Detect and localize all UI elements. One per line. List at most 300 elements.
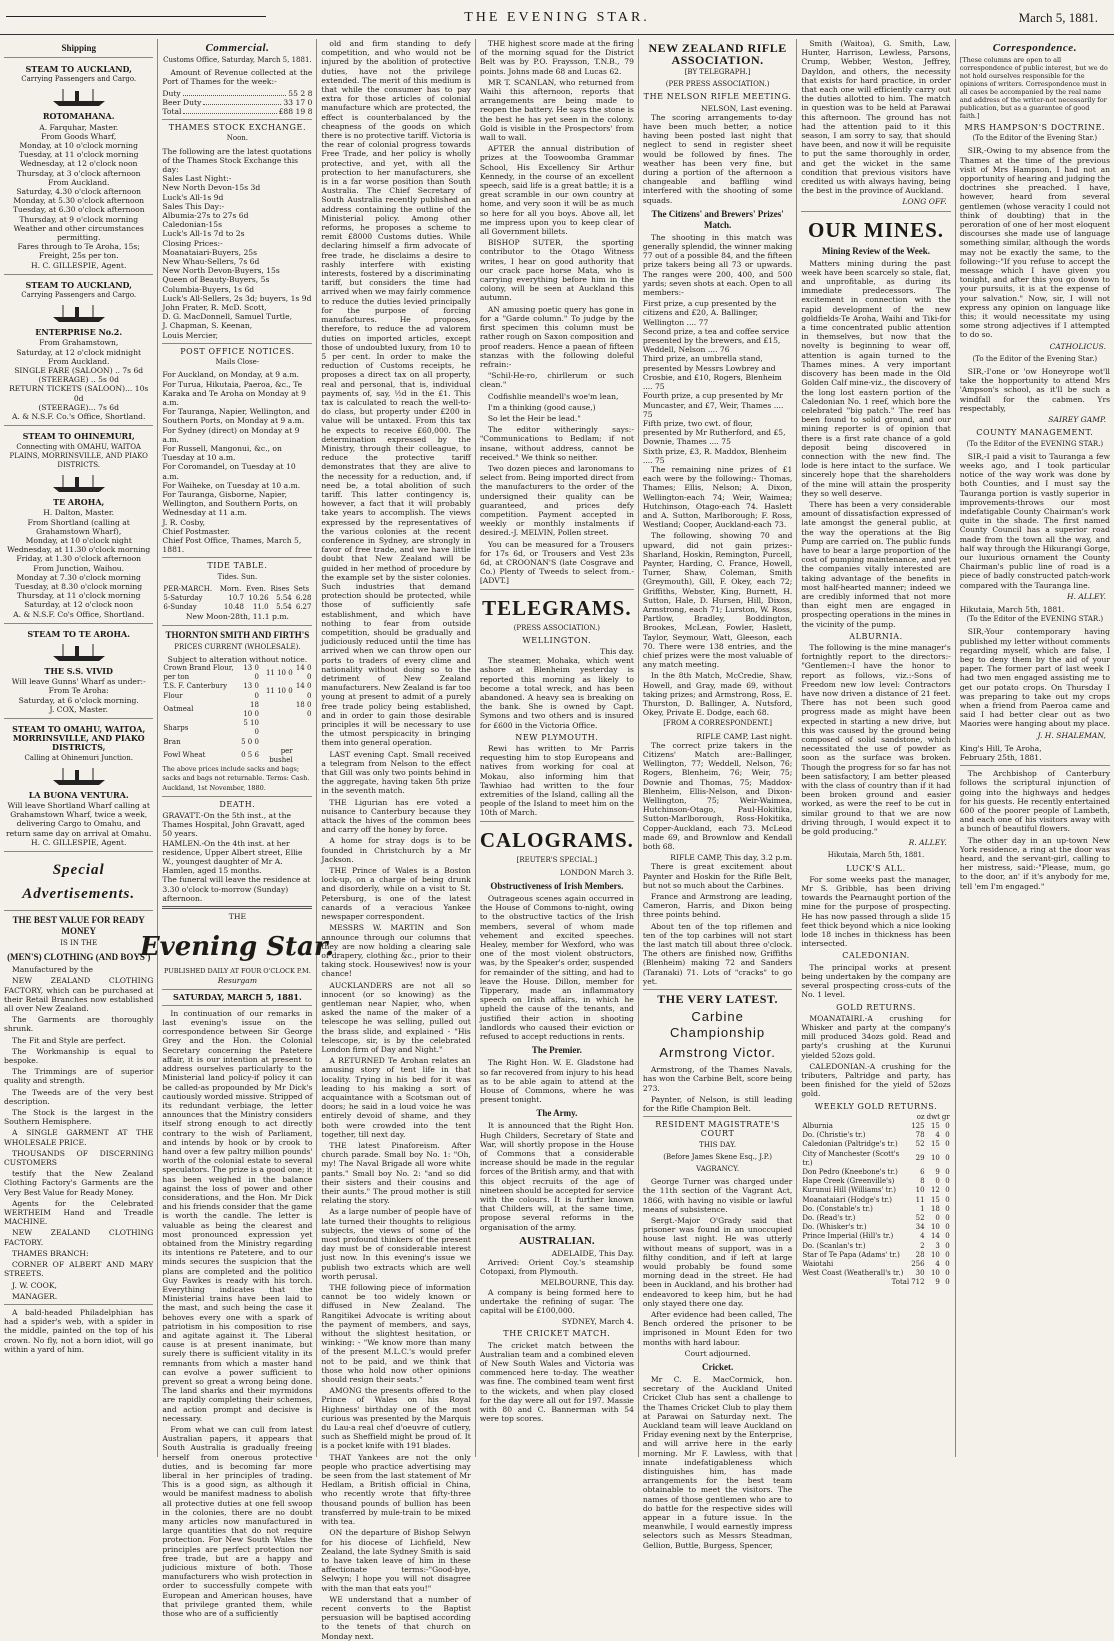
column-1 <box>0 39 158 1457</box>
stock-line: The following are the latest quotations of the Thames Stock Exchange this day: <box>162 146 312 175</box>
news-paragraph: LAST evening Capt. Small received a telegram from Nelson to the effect that Gill was only two points behind in the aggregate, having taken 5th prize in the seventh match. <box>321 749 471 796</box>
irish-members-heading: Obstructiveness of Irish Members. <box>490 881 624 892</box>
shipping-ad-sub: Calling at Ohinemuri Junction. <box>24 753 133 762</box>
death-notice: The funeral will leave the residence at 3.30 o'clock to-morrow (Sunday) afternoon. <box>162 875 311 903</box>
leader-dots <box>183 107 276 114</box>
gold-row <box>801 1214 950 1223</box>
wellington-dateline: WELLINGTON. <box>522 635 592 645</box>
gold-cell: 0 <box>945 1121 950 1130</box>
alburnia-heading: ALBURNIA. <box>849 631 903 641</box>
price-cell: 13 0 0 <box>243 663 259 682</box>
cricket-heading: Cricket. <box>701 1361 734 1372</box>
post-sub: Mails Close- <box>215 358 260 367</box>
clothing-ad-line: NEW ZEALAND CLOTHING FACTORY. <box>4 1228 154 1247</box>
shipping-ad-line: From Te Aroha: <box>48 686 109 696</box>
clothing-ad-line: The Fit and Style are perfect. <box>12 1035 126 1045</box>
shipping-ad-title: STEAM TO TE AROHA. <box>27 628 130 639</box>
customs-value: 33 17 0 <box>283 97 313 107</box>
letter-1-to: (To the Editor of the Evening Star.) <box>972 134 1098 143</box>
death-title: DEATH. <box>219 799 256 809</box>
customs-row <box>162 98 312 107</box>
shipping-ad-sub: Carrying Passengers and Cargo. <box>21 75 137 84</box>
archbishop-item: The Archbishop of Canterbury follows the scriptural injunction of going into the highways and hedges for his guests. He recently entertained 600 of the poorer people of Lambeth, and each one of his visitors away with a bunch of beautiful flowers. <box>959 769 1110 834</box>
shipping-ad-title: STEAM TO OHINEMURI, <box>22 431 135 442</box>
svg-text:Evening Star.: Evening Star. <box>140 932 335 963</box>
prize-line: Second prize, a tea and coffee service presented by the brewers, and £15, Weddell, Nelson .... 76 <box>642 326 790 355</box>
rifle-para-2: The shooting in this match was generally splendid, the winner making 77 out of a possible 84, and the fifteen prize takers being all 73 or upwards. The ranges were 200, 400, and 500 yards; seven shots at each. Open to all members:- <box>642 232 793 298</box>
gold-cell: 10 <box>930 1154 940 1163</box>
tide-row <box>162 603 312 612</box>
shipping-ad-line: Will leave Shortland Wharf calling at Grahamstown Wharf, twice a week, delivering Cargo to Omahu, and return same day on arrival at Omahu. <box>5 800 152 838</box>
stock-line: Albumia-27s to 27s 6d <box>162 211 249 221</box>
gold-cell: 4 <box>920 1232 925 1241</box>
court-adjourned: Court adjourned. <box>684 1348 751 1358</box>
letter-3-body: SIR,-I paid a visit to Tauranga a few weeks ago, and I took particular notice of the way work was done by both Counties, and I must say the Tauranga portion is vastly superior in improvements-throws our most indefatigable County Chairman's work quite in the shade. The first named County Council has a superior road made from the town all the way, and half way through the Hikurangi Gorge, our luxurious ornament the County Chairman's public line of road is a piece of badly constructed patch-work compared with the Tauranga line. <box>959 451 1110 590</box>
telegrams-heading: TELEGRAMS. <box>482 595 632 620</box>
letter-1-title: MRS HAMPSON'S DOCTRINE. <box>964 123 1106 132</box>
local-paragraph: You can be measured for a Trousers for 17s 6d, or Trousers and Vest 23s 6d, at CROONAN'S (late Cosgrave and Co.) Plenty of Tweeds to select from.-[ADVT.] <box>479 539 634 586</box>
post-office-title: POST OFFICE NOTICES. <box>180 346 295 356</box>
gold-cell: Hape Creek (Greenville's) <box>802 1177 895 1186</box>
armstrong-victor-heading: Armstrong Victor. <box>659 1045 776 1061</box>
gold-cell: 10 <box>915 1186 925 1195</box>
post-line: For Tauranga, Gisborne, Napier, Wellington, and Southern Ports, on Wednesday at 11 a.m. <box>162 489 298 518</box>
clothing-ad-line: NEW ZEALAND CLOTHING FACTORY, which can be purchased at their Retail Branches now established all over New Zealand. <box>4 976 154 1014</box>
gold-cell: 0 <box>945 1186 950 1195</box>
clothing-ad-line: J. W. COOK, <box>12 1280 57 1290</box>
customs-sub: Customs Office, Saturday, March 5, 1881. <box>163 56 312 64</box>
stock-line: Luck's All-Sellers, 2s 3d; buyers, 1s 9d <box>162 293 312 303</box>
by-telegraph: [BY TELEGRAPH.] <box>684 68 751 76</box>
gold-head <box>801 1113 950 1122</box>
shipping-ad-line: From Auckland. <box>47 356 110 366</box>
shipping-ad-line: Saturday, at 12 o'clock noon <box>24 600 134 610</box>
leader-dots <box>183 89 287 96</box>
clothing-ad-line: The Workmanship is equal to bespoke. <box>4 1046 154 1066</box>
post-line: For Sydney (direct) on Monday at 9 a.m. <box>162 425 300 444</box>
court-para-1: George Turner was charged under the 11th section of the Vagrant Act, 1866, with having no visible or lawful means of subsistence. <box>642 1177 793 1214</box>
rifle-para-4: The following, showing 70 and upward, did not gain prizes:- Sharland, Hoskin, Remington, Purcell, Paynter, Harding, C. France, Howell, Turner, Shaw, Coleman, Smith (Greymouth), Gill, F. Okey, each 72; Griffiths, Webster, King, Burnett, H. Sutton, Hale, D. Hursen, Hill, Dixon, Armstrong, each 71; Lurston, W. Ross, Partlow, Bradley, Boddington, Brookes, McLean, Fowler, Haslett, Taylor, Seymour, Watt, Gleeson, each 70. There were 138 entries, and the chief prizes were the most valuable of any match meeting. <box>642 531 793 670</box>
shipping-ad-line: Saturday, at 6 o'clock morning. <box>18 695 139 705</box>
gold-head-blank <box>801 1113 910 1122</box>
price-row <box>162 682 312 700</box>
servant-girl-item: The other day in an up-town New York residence, a ring at the door was heard, and the servant-girl, calling to her mistress, said:-"Please, mum, go to the door, an' if it's anybody for me, tell 'em I'm engaged." <box>959 835 1110 891</box>
mining-review-heading: Mining Review of the Week. <box>821 245 931 256</box>
paper-title: THE EVENING STAR. <box>464 10 650 25</box>
shipping-ad-line: RETURN TICKETS (SALOON)... 10s 0d <box>9 384 149 403</box>
gold-cell: 0 <box>935 1213 940 1222</box>
shipping-ads <box>4 61 153 852</box>
price-cell: 14 0 0 <box>295 663 312 682</box>
death-notice: GRAVATT.-On the 5th inst., at the Thames Hospital, John Gravatt, aged 50 years. <box>162 811 305 839</box>
gold-cell: 52 <box>915 1140 925 1149</box>
masthead-date: SATURDAY, MARCH 5, 1881. <box>173 991 302 1002</box>
price-cell: 14 0 0 <box>295 682 312 700</box>
rifle-para-5: In the 8th Match, McCredie, Shaw, Howell, and Gray, made 69, without taking prizes; and Armstrong, Ross, E. Thurston, D. Ballinger, A. Nutsford, Okey, Private E. Dodge, each 68. <box>642 671 793 718</box>
post-line: Chief Postmaster. <box>162 526 230 536</box>
gold-cell: 28 <box>915 1250 925 1259</box>
customs-intro: Amount of Revenue collected at the Port of Thames for the week:- <box>162 68 313 87</box>
cricket-match-heading: THE CRICKET MATCH. <box>503 1329 611 1339</box>
gold-cell: 15 <box>930 1195 940 1204</box>
clothing-ad-line: CORNER OF ALBERT AND MARY STREETS. <box>4 1260 154 1279</box>
masthead-the: THE <box>228 912 247 922</box>
gold-cell: 15 <box>930 1121 940 1130</box>
special-ads-heading: Special Advertisements. <box>22 862 136 902</box>
tide-cell: 5.54 <box>276 603 292 612</box>
clothing-ad-line: Agents for the Celebrated WERTHEIM Hand and Treadle MACHINE. <box>4 1198 154 1227</box>
clothing-ad-line: The Garments are thoroughly shrunk. <box>4 1015 154 1034</box>
gold-cell: Star of Te Papa (Adams' tr.) <box>802 1250 900 1259</box>
mohaka-wreck-item: The steamer, Mohaka, which went ashore at Blenheim yesterday is reported this morning as likely to become a total wreck, and has been abandoned. A heavy sea is breaking on the bank. She is owned by Capt. Symons and two others and is insured for £600 in the Victoria Office. <box>479 656 634 730</box>
letter-4-signature: J. H. SHALEMAN, <box>1037 730 1106 740</box>
gold-row <box>801 1205 950 1214</box>
gold-cell: 0 <box>945 1154 950 1163</box>
shipping-ad-line: From Grahamstown, <box>39 338 119 348</box>
shipping-ad-line: Wednesday, at 11.30 o'clock morning <box>7 545 151 555</box>
steamship-icon <box>49 766 109 788</box>
premier-item: The Right Hon. W. E. Gladstone had so far recovered from injury to his head as to be able again to attend at the House of Commons, where he was present tonight. <box>479 1058 634 1105</box>
masthead-publish-note: PUBLISHED DAILY AT FOUR O'CLOCK P.M. <box>164 967 311 976</box>
gold-row <box>801 1140 950 1149</box>
price-cell <box>294 738 313 747</box>
customs-label: Duty <box>162 88 181 98</box>
gold-cell: 10 <box>930 1269 940 1278</box>
rifle-para-6: The correct prize takers in the Citizens' Match are:-Ballinger, Wellington, 77; Weddell, Nelson, 76; Rogers, Blenheim, 76; Weir, 75; Downie and Thomas, 75; Maddox-Blenheim, Ellis-Nelson, and Dixon-Wellington, 75; Weir-Waimea, Hutchinson-Otago, Paul-Hokitika, Sutton-Marlborough, Ross-Hokitika, Copper-Auckland, each 73. McLeod made 69, and Brownlow and Kendall both 68. <box>642 740 793 852</box>
gold-returns-table <box>801 1113 950 1288</box>
gold-cell: 0 <box>945 1241 950 1250</box>
price-row <box>162 701 312 719</box>
rifle-camp-dateline-2: RIFLE CAMP, This day, 3.2 p.m. <box>670 853 793 863</box>
stock-line: New North Devon-15s 3d <box>162 183 261 193</box>
letter-3-place: Hikutaia, March 5th, 1881. <box>959 604 1065 614</box>
nelson-meeting-title: THE NELSON RIFLE MEETING. <box>643 92 792 102</box>
price-cell: 18 0 0 <box>295 700 312 718</box>
gold-row <box>801 1269 950 1278</box>
prize-line: Sixth prize, £3, R. Maddox, Blenheim .... 75 <box>642 446 787 465</box>
gold-cell: West Coast (Weatherall's tr.) <box>802 1269 904 1278</box>
gold-cell: 34 <box>915 1223 925 1232</box>
rifle-para-9: About ten of the top riflemen and ten of the top carbines will not start the last match till about three o'clock. The others are finished now, Griffiths (Blenheim) making 72 and Sanders (Taranaki) 71. Lots of "cracks" to go yet. <box>642 921 793 986</box>
gold-cell: 256 <box>911 1259 925 1268</box>
spider-paragraph: A bald-headed Philadelphian has had a spider's web, with a spider in the middle, painted on the top of his crown. No fly, not a born idiot, will go within a yard of him. <box>4 1307 154 1354</box>
prize-line: Third prize, an umbrella stand, presented by Messrs Lowbrey and Crosbie, and £10, Rogers, Blenheim .... 75 <box>642 354 782 392</box>
local-paragraph: THE highest score made at the firing of the morning squad for the District Belt was by P.O. Fraysson, T.N.B., 79 points. Johns made 68 and Lucas 62. <box>479 39 634 76</box>
army-heading: The Army. <box>536 1108 578 1119</box>
calograms-heading: CALOGRAMS. <box>479 827 634 852</box>
tide-cell: 10.7 <box>228 593 244 602</box>
prize-line: Fifth prize, two cwt. of flour, presented by Mr Rutherford, and £5, Downie, Thames .... 75 <box>642 418 786 447</box>
shipping-ad-line: H. Dalton, Master. <box>43 508 115 518</box>
shipping-ad-line: (STEERAGE)... 7s 6d <box>38 402 119 412</box>
rifle-camp-dateline: RIFLE CAMP, Last night. <box>696 731 793 741</box>
column-6 <box>797 39 955 1457</box>
local-paragraph: I'm a thinking (good cause,) <box>487 402 596 412</box>
shipping-ad-line: Tuesday, at 6.30 o'clock afternoon <box>12 205 145 215</box>
gold-cell: 125 <box>911 1121 925 1130</box>
shipping-ad-line: From Shortland (calling at Grahamstown Wharf), <box>27 517 130 536</box>
gold-cell: 0 <box>945 1223 950 1232</box>
shipping-ad <box>4 721 153 852</box>
gold-cell: 0 <box>945 1269 950 1278</box>
price-cell: 5 10 0 <box>243 719 259 737</box>
post-line: Chief Post Office, Thames, March 5, 1881. <box>162 535 302 555</box>
gold-cell: Moanataiari (Hodge's tr.) <box>802 1195 892 1204</box>
letter-3-title: COUNTY MANAGEMENT. <box>976 428 1094 438</box>
leader-paragraph-1: In continuation of our remarks in last evening's issue on the correspondence between Sir George Grey and the Hon. the Colonial Secretary concerning the Patetere affair, it is our intention at present to address ourselves particularly to the Ministerial land policy-if policy it can be called-as propounded by Mr Dick's cautiously worded missive. Stripped of its redundant verbiage, the letter announces that the Ministry considers itself strong enough to act directly contrary to the wish of Parliament, and intends by hook or by crook to hand over a few paltry million pounds' worth of the colonial estate to several speculators. The prize is a good one; it has been weighed in the balance against the loss of power and other considerations, and the Hon. Mr Dick and his friends consider that the game is worth the candle. The letter is valuable as being the clearest and most pronounced expression yet obtained from the Ministry regarding its intentions re Patetere, and to our minds secures the suspicion that the plans are completed and the politico Guy Fawkes is ready with his torch. Everything indicates that the Ministerial trains have been laid to the mast, and such being the case it behoves every one with a spark of patriotism in his composition to rise and agitate against it. The Liberal cause is at present inanimate, but surely there is sufficient vitality in its remnants from which a master hand can evolve a power sufficient to prevent so great a wrong being done. The land sharks and their myrmidons are rapidly completing their schemes, and action prompt and decisive is necessary. <box>162 1008 313 1423</box>
gold-cell: 4 <box>935 1131 940 1140</box>
stock-line: Louis Mercier, <box>162 330 218 340</box>
gold-cell: 0 <box>945 1259 950 1268</box>
prices-note: Subject to alteration without notice. <box>167 654 308 664</box>
stock-line: Luck's All-1s 9d <box>162 192 224 202</box>
caledonian-heading: CALEDONIAN. <box>842 951 910 961</box>
price-cell: 5 0 0 <box>241 737 259 746</box>
nelson-dateline: NELSON, Last evening. <box>700 103 793 113</box>
news-paragraph: THE Prince of Wales is a Boston lock-up, on a charge of being drunk and disorderly, while on a visit to St. Petersburg, is one of the latest canards of a veracious Yankee newspaper correspondent. <box>321 866 471 922</box>
customs-row <box>162 107 312 116</box>
local-paragraph: BISHOP SUTER, the sporting contributor to the Otago Witness writes, I hear on good authority that our crack pace horse Mata, who is carrying everything before him in the colony, will be seen at Auckland this autumn. <box>479 238 634 303</box>
gold-cell: Do. (Read's tr.) <box>802 1213 856 1222</box>
gold-cell: 10 <box>930 1223 940 1232</box>
gold-cell: 0 <box>945 1195 950 1204</box>
shipping-ad-line: Tuesday, at 11 o'clock morning <box>18 150 139 160</box>
shipping-ad-line: Thursday, at 11 o'clock morning <box>16 591 141 601</box>
melbourne-item: A company is being formed here to undertake the refining of sugar. The capital will be £100,000. <box>479 1287 634 1315</box>
per-press-association: (PER PRESS ASSOCIATION.) <box>665 80 770 89</box>
gold-cell: 0 <box>945 1232 950 1241</box>
leader-paragraph-2: From what we can cull from latest Australian papers, it appears that South Australia is gradually freeing herself from onerous protective duties, and is becoming far more liberal in her principles of trading. This is a good sign, as although it would be manifest madness to abolish all protective duties at one fell swoop in the colonies, there are no doubt many articles now manufactured in large quantities that do not require protection. For New South Wales the principles are perfect protection nor free trade, but are a happy and judicious mixture of both. Those manufacturers who wish protection in order to successfully compete with European and American houses, have that privilege granted them, while those who are of a sufficiently <box>162 1425 313 1619</box>
shipping-ad <box>4 626 153 719</box>
gold-cell: 2 <box>920 1241 925 1250</box>
masthead-motto: Resurgam <box>217 976 258 986</box>
customs-label: Total <box>162 107 182 117</box>
news-items <box>321 750 470 1641</box>
shipping-ad-line: SINGLE FARE (SALOON) .. 7s 6d <box>14 366 144 376</box>
price-cell: per bushel <box>269 746 293 765</box>
stock-line: Closing Prices:- <box>162 238 223 248</box>
gold-returns-para-1: MOANATAIRI.-A crushing for Whisker and party at the company's mill produced 34ozs gold. Read and party's crushing at the Kurunui yielded 52ozs gold. <box>801 1013 951 1060</box>
gold-head-cell: oz <box>916 1112 925 1121</box>
gold-cell: 0 <box>945 1140 950 1149</box>
gold-cell: City of Manchester (Scott's tr.) <box>802 1149 900 1167</box>
gold-total-cell: Total <box>891 1278 910 1287</box>
news-paragraph: AMONG the presents offered to the Prince of Wales on his Royal Highness' birthday one of the most curious was presented by the Marquis du Lau-a real chef d'oeuvre of cutlery, such as Sheffield might be proud of. It is a pocket knife with 191 blades. <box>321 1386 471 1451</box>
stock-line: Sales This Day:- <box>162 201 225 211</box>
column-3 <box>317 39 475 1641</box>
local-items <box>480 39 634 586</box>
australian-heading: AUSTRALIAN. <box>519 1234 595 1247</box>
price-cell: 13 0 0 <box>243 682 259 700</box>
shipping-ad-line: H. C. GILLESPIE, Agent. <box>31 260 127 270</box>
gold-cell: Alburnia <box>802 1121 833 1130</box>
local-paragraph: So let the Heir be lead." <box>487 413 581 423</box>
rifle-para-3: The remaining nine prizes of £1 each were by the following:- Thomas, Thames; Ellis, Nelson; A. Dixon, Wellington-each 74; Weir, Waimea; Hutchinson, Otago-each 74. Haslett and A. Sutton, Marlborough; F. Ross, Westland; Cooper, Auckland-each 73. <box>642 464 793 530</box>
lucks-all-heading: LUCK'S ALL. <box>846 863 906 873</box>
gold-row <box>801 1251 950 1260</box>
stock-line: New North Devon-Buyers, 15s <box>162 266 280 276</box>
tide-cell: 6.27 <box>295 603 312 612</box>
correspondent-note: [FROM A CORRESPONDENT.] <box>663 719 773 728</box>
shipping-ad-line: (STEERAGE) .. 5s 0d <box>38 375 119 385</box>
letter-1-signature: CATHOLICUS. <box>1049 341 1106 351</box>
shipping-ad-line: From Junction, Waihou. <box>33 563 125 573</box>
gold-cell: 6 <box>920 1167 925 1176</box>
prize-list <box>643 299 792 465</box>
vessel-name: ROTOMAHANA. <box>42 111 115 122</box>
wellington-this-day: This day. <box>600 646 634 656</box>
prize-line: Fourth prize, a cup presented by Mr Muncaster, and £7, Weir, Thames .... 75 <box>642 391 784 419</box>
section-title: Shipping <box>61 43 96 53</box>
letter-1-body: SIR,-Owing to my absence from the Thames at the time of the previous visit of Mrs Hampson, I had not an opportunity of hearing and judging the doctrines she preached. I have, however, heard from several gentlemen (whose veracity I could not think of doubting) that in the peroration of one of her most eloquent discourses she made use of language something similar, although the words may not be exactly the same, to the following:-"If you refuse to accept the message which I have given you tonight, and after this you go down to your pursuits, it is at the expense of your salvation." Now, sir, I will not express any opinion on language like this; it would necessitate my using some strong adjectives if I attempted to do so. <box>959 146 1110 340</box>
leader-continuation: old and firm standing to defy competition, and who would not be injured by the abolition of protective duties, have not the privilege extended. The merit of this medium is that while the consumer has to pay extra for those articles of colonial manufacture which are protected, the effect is counterbalanced by the cheapness of the goods on which there is no protective tariff. Victoria is the rear of colonial progress towards Free Trade, and her policy is wholly protective, and yet, with all the protection to her manufacturers, she is in a far worse position than South Australia. The Chief Secretary of South Australia recently published an address containing the outline of the Ministerial policy. Among other reforms, he proposes a scheme to remit £8000 Customs duties. While declaring himself a firm advocate of free trade, he disclaims a desire to rashly interfere with existing interests, fostered by a discriminating tariff, but considers the time had arrived when we may fairly commence to reduce the duties levied principally for the purpose of forcing manufactures. He proposes, therefore, to reduce the ad valorem duties on imported articles, except those of undoubted luxury, from 10 to 5 per cent. In order to make the reduction of Customs receipts, he proposes a direct tax on all property, real and personal, that is, individual payments of, say, ½d in the £1. This tax is calculated to reach the well-to-do class, but property under £200 in value will be untaxed. From this tax he expects to receive £60,000. The determination expressed by the Ministry, through their colleague, to reduce the protective tariff demonstrates that they are alive to the necessity for a reduction, and, if need be, a total abolition of such tariff. This latter contingency is, however, a fact that it will probably take years to accomplish. The views expressed by the representatives of the various colonies at the recent conference in Sydney, are strongly in favor of free trade, and we have little doubt that New Zealand will be guided in her method of procedure by the example set by the sister colonies. Such industries that demand protection should be protected, while those of sufficiently safe establishment, and which have nothing to fear from outside competition, should be gradually and judiciously reduced until the time has arrived when we can throw open our ports to traders of every clime and nationality without doing so to the detriment of New Zealand manufacturers. New Zealand is far too young at present to admit of a purely free trade policy being established, and in order to gain those desirable principles it will be necessary to use the utmost perspicacity in bringing them into general operation. <box>321 39 471 748</box>
price-row <box>162 738 312 747</box>
correspondence-disclaimer: [These columns are open to all correspondence of public interest, but we do not hold ourselves responsible for the opinions of writers. Correspondence must in all cases be accompanied by the real name and address of the writer-not necessarily for publication, but as a guarantee of good faith.] <box>959 56 1108 120</box>
stock-line: Queen of Beauty-Buyers, 5s <box>162 275 270 285</box>
letter-4-date: February 25th, 1881. <box>959 753 1042 762</box>
letter-3-signature: H. ALLEY. <box>1066 591 1106 601</box>
shipping-ad-line: From Auckland. <box>47 177 110 187</box>
price-cell <box>294 747 313 765</box>
steamship-icon <box>49 473 109 495</box>
adelaide-dateline: ADELAIDE, This Day. <box>551 1248 634 1258</box>
gold-cell: 8 <box>920 1177 925 1186</box>
gold-cell: 11 <box>915 1195 925 1204</box>
letter-2-signature: SAIREY GAMP. <box>1048 415 1106 425</box>
clothing-ad-line: A SINGLE GARMENT AT THE WHOLESALE PRICE. <box>4 1128 154 1147</box>
clothing-ad-line: Manufactured by the <box>12 965 94 975</box>
stock-line: D. G. MacDonnell, Samuel Turtle, <box>162 312 292 322</box>
gold-returns-heading: GOLD RETURNS. <box>836 1002 916 1012</box>
shipping-ad-line: Weather and other circumstances permitting. <box>13 223 144 243</box>
price-cell: T.S. F. Canterbury Flour <box>163 682 228 700</box>
shipping-ad-title: STEAM TO AUCKLAND, <box>25 279 132 290</box>
tide-cell: 5.54 <box>276 593 292 602</box>
army-item: It is announced that the Right Hon. Hugh Childers, Secretary of State and War, will shortly propose in the House of Commons that a considerable increase should be made in the regular forces of the British army, and that with this object recruits of the age of nineteen should be accepted for service with the colours. It is further known that Childers will, at the same time, propose several reforms in the organisation of the army. <box>479 1121 634 1232</box>
gold-total-cell: 9 <box>935 1278 940 1287</box>
shipping-ad-line: From Goods Wharf, <box>41 131 117 141</box>
column-4 <box>476 39 639 1457</box>
gold-cell: Prince Imperial (Hill's tr.) <box>802 1232 894 1241</box>
tide-head-cell: PER-MARCH. <box>163 584 213 593</box>
shipping-ad-line: Monday, at 10 o'clock morning <box>19 141 138 151</box>
shipping-ad-sub: Connecting with OMAHU, WAITOA PLAINS, MORRINSVILLE, AND PIAKO DISTRICTS. <box>9 442 148 469</box>
gold-cell: 3 <box>935 1241 940 1250</box>
vessel-name: ENTERPRISE No.2. <box>35 327 123 338</box>
premier-heading: The Premier. <box>531 1045 582 1056</box>
prices-table <box>162 664 312 765</box>
steamship-icon <box>49 87 109 109</box>
gold-row <box>801 1122 950 1131</box>
local-paragraph: MR T. SCANLAN, who returned from Waihi this afternoon, reports that arrangements are being made to reopen the battery. He says the stone is the best he has yet seen in the colony. Gold is visible in the Prospectors' from wall to wall. <box>479 77 634 143</box>
shipping-ad-line: H. C. GILLESPIE, Agent. <box>31 837 127 847</box>
letter-2-to: (To the Editor of the Evening Star.) <box>972 354 1098 363</box>
price-cell: 11 10 0 <box>265 668 293 677</box>
gold-cell: 52 <box>915 1213 925 1222</box>
vessel-name: LA BUONA VENTURA. <box>28 789 129 800</box>
court-before: (Before James Skene Esq., J.P.) <box>663 1152 772 1161</box>
news-paragraph: ON the departure of Bishop Selwyn for his diocese of Lichfield, New Zealand, the late Sydney Smith is said to have taken leave of him in these affectionate terms:-"Good-bye, Selwyn; I hope you will not disagree with the man that eats you!" <box>321 1528 471 1593</box>
shipping-ad-line: A. Farquhar, Master. <box>39 122 119 132</box>
alburnia-place: Hikutaia, March 5th, 1881. <box>827 851 925 860</box>
price-cell: Bran <box>163 737 181 746</box>
shipping-ad-line: A. & N.S.F. Co's Office, Shortland. <box>13 609 145 619</box>
price-cell <box>294 719 313 737</box>
clothing-ad-line: The Trimmings are of superior quality and strength. <box>4 1067 154 1086</box>
customs-value: £88 19 8 <box>278 107 313 117</box>
clothing-ad-lines <box>4 965 153 1301</box>
price-cell: Crown Brand Flour, per ton <box>163 663 234 682</box>
shipping-ad-title: STEAM TO AUCKLAND, <box>25 64 132 74</box>
shipping-ad-title: STEAM TO OMAHU, WAITOA, MORRINSVILLE, AND PIAKO DISTRICTS, <box>12 723 146 753</box>
very-latest-heading: THE VERY LATEST. <box>657 992 779 1007</box>
stock-exchange-title: THAMES STOCK EXCHANGE. <box>168 123 307 133</box>
gold-cell: 78 <box>915 1131 925 1140</box>
gold-cell: 0 <box>945 1131 950 1140</box>
price-cell: 0 5 6 <box>241 751 259 760</box>
court-this-day: THIS DAY. <box>699 1140 737 1149</box>
shipping-ad <box>4 277 153 426</box>
post-line: For Russell, Mangonui, &c., on Tuesday at 10 a.m. <box>162 443 282 463</box>
mining-para-2: There has been a very considerable amount of dissatisfaction expressed of late amongst the general public, at the way the operations at the Big Pump are carried on. The public funds have to bear a large proportion of the cost of pumping maintenance, and yet the companies vitally interested are taking advantage of the benefits in most half-hearted manner; indeed we are credibly informed that not more than eight men are engaged in prospecting operations in the mines in the vicinity of the pump. <box>801 499 951 629</box>
local-paragraph: AN amusing poetic query has gone in for a "Garde column." To judge by the first specimen this column must be rather rough on Saxon composition and proof readers. Hence a paean of fifteen stanzas with the following doleful refrain:- <box>479 304 634 369</box>
news-paragraph: WE understand that a number of recent converts to the Baptist persuasion will be baptised according to the tenets of that church on Monday next. <box>321 1594 471 1641</box>
stock-line: Luck's All-1s 7d to 2s <box>162 229 245 239</box>
gold-cell: 30 <box>915 1269 925 1278</box>
shipping-ad-line: A. & N.S.F. Co.'s Office, Shortland. <box>11 412 146 422</box>
stock-line: Moanataiari-Buyers, 25s <box>162 247 258 257</box>
gold-cell: 1 <box>920 1204 925 1213</box>
gold-cell: 29 <box>915 1154 925 1163</box>
customs-value: 55 2 8 <box>288 88 313 98</box>
cricket-para: Mr C. E. MacCormick, hon. secretary of the Auckland United Cricket Club has sent a challenge to the Thames Cricket Club to play them at Parawai on Saturday next. The Auckland team will leave Auckland on Friday evening next by the Enterprise, and will arrive here in the early morning. Mr F. Lawless, with that innate indefatigableness which distinguishes him, has made arrangements for the best team obtainable to meet the visitors. The names of those gentlemen who are to do battle for the respective sides will appear in a future issue. In the meanwhile, I would earnestly impress selectors such as Messrs Steadman, Gellion, Buttle, Burgess, Spencer, <box>642 1374 793 1550</box>
post-lines <box>162 370 312 554</box>
gold-cell: 0 <box>935 1177 940 1186</box>
court-para-3: After evidence had been called, The Bench ordered the prisoner to be imprisoned in Mount Eden for two months with hard labour. <box>642 1309 793 1347</box>
gold-cell: 9 <box>935 1167 940 1176</box>
stock-line: New Whau-Sellers, 7s 6d <box>162 257 260 267</box>
steamship-icon <box>49 642 109 664</box>
column-5 <box>639 39 797 1550</box>
customs-label: Beer Duty <box>162 97 202 107</box>
shipping-ad-line: Monday, at 10 o'clock night <box>25 535 132 545</box>
gold-cell: 4 <box>935 1259 940 1268</box>
post-line: For Waiheke, on Tuesday at 10 a.m. <box>162 480 301 490</box>
stock-line: Columbia-Buyers, 1s 6d <box>162 284 255 294</box>
rifle-association-heading: NEW ZEALAND RIFLE ASSOCIATION. <box>648 41 787 67</box>
tide-table <box>162 585 312 613</box>
press-association: (PRESS ASSOCIATION.) <box>513 623 601 632</box>
local-paragraph: Codfishlie meandell's woe'm lean, <box>487 391 619 401</box>
clothing-ad-line: THOUSANDS OF DISCERNING CUSTOMERS <box>4 1148 154 1168</box>
magistrates-court-heading: RESIDENT MAGISTRATE'S COURT <box>655 1120 780 1139</box>
clothing-ad-line: THAMES BRANCH: <box>12 1248 89 1258</box>
mining-para-1: Matters mining during the past week have been scarcely so stale, flat, and unprofitable, as during its immediate predecessors. The excitement in connection with the rapid development of the new goldfields-Te Aroha, Waihi and Tiki-for a time concentrated public attention in themselves, but now that the novelty is beginning to wear off, attention is again turned to the Thames mines. A very important discovery has been made in the Old Golden Calf mine-viz., the discovery of the long lost eastern portion of the Caledonian No. 1 reef, which bore the celebrated "big patch." The reef has been found to solid ground, and our mining reporter is of opinion that there is a first rate chance of a gold deposit being discovered in connection with the new find. The lode is here intact to the surface. We sincerely hope that the shareholders of the mine will attain the prosperity they so well deserve. <box>801 258 951 498</box>
cricket-match-item: The cricket match between the Australian team and a combined eleven of New South Wales and Victoria was commenced here to-day. The weather was fine. The combined team went first to the wickets, and when play closed for the day were all out for 197. Massie with 80 and C. Bannerman with 54 were top scores. <box>479 1340 634 1424</box>
tide-row <box>162 594 312 603</box>
gold-cell: 12 <box>930 1186 940 1195</box>
news-paragraph: As a large number of people have of late turned their thoughts to religious subjects, the views of some of the most profound thinkers of the present day must be of considerable interest just now. In this evening's issue we publish two extracts which are well worth perusal. <box>321 1207 471 1281</box>
tide-head-cell: Sets <box>293 584 310 593</box>
news-paragraph: THE latest Pinaforeism. After church parade. Small boy No. 1: "Oh, my! The Naval Brigade all wore white pants." Small boy No. 2: "and so did their sisters and their cousins and their aunts." The proud mother is still relating the story. <box>321 1140 471 1206</box>
gold-cell: 10 <box>930 1250 940 1259</box>
shipping-ad-line: Wednesday, at 12 o'clock noon <box>19 159 138 169</box>
shipping-ad <box>4 61 153 275</box>
local-paragraph: Two dozen pieces and laronomans to select from. Being imported direct from the manufacturers to the order of the undersigned their quality can be guaranteed, and prices defy competition. Payment accepted in weekly or monthly instalments if desired.-J. MELVIN, Pollen street. <box>479 463 634 538</box>
leader-dots <box>203 98 281 105</box>
local-paragraph: The editor witheringly says:-"Communications to Bedlam; if not insane, without address, cannot be received." We think so neither. <box>479 425 634 462</box>
gold-row <box>801 1223 950 1232</box>
